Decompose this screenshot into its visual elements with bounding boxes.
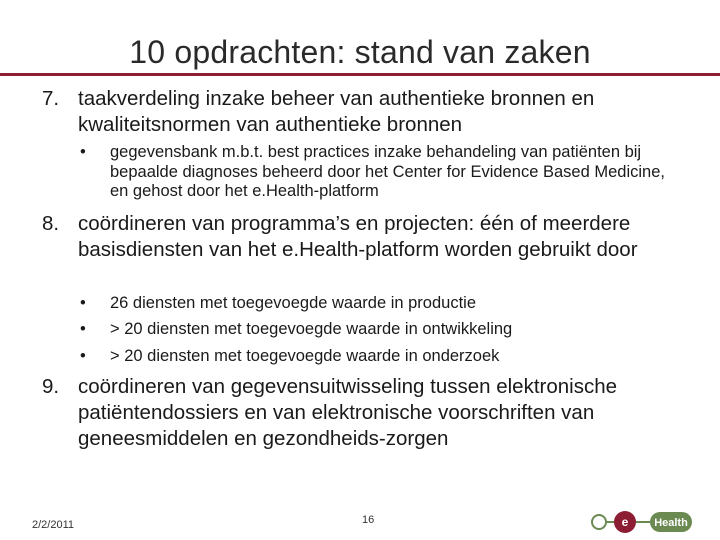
- title-underline: [0, 73, 720, 76]
- sub-bullet-text: > 20 diensten met toegevoegde waarde in ontwikkeling: [110, 320, 513, 338]
- item-number: 7.: [42, 87, 60, 110]
- sub-bullet-text: > 20 diensten met toegevoegde waarde in onderzoek: [110, 347, 500, 365]
- bullet-icon: •: [80, 347, 86, 365]
- sub-bullet-text: gegevensbank m.b.t. best practices inzake behandeling van patiënten bij bepaalde diagnoses beheerd door het Center for Evidence Based Medicine, en gehost door het e.Health-platform: [110, 143, 665, 200]
- logo-letter: e: [621, 515, 629, 529]
- bullet-icon: •: [80, 320, 86, 338]
- sub-bullet-text: 26 diensten met toegevoegde waarde in productie: [110, 294, 477, 312]
- bullet-icon: •: [80, 143, 86, 161]
- item-text: coördineren van gegevensuitwisseling tussen elektronische patiëntendossiers en van elektronische voorschriften van geneesmiddelen en gezondheids-zorgen: [78, 375, 618, 450]
- item-number: 8.: [42, 212, 60, 235]
- ehealth-logo: [590, 508, 694, 536]
- bullet-icon: •: [80, 294, 86, 312]
- logo-word: Health: [654, 517, 688, 529]
- slide-title: 10 opdrachten: stand van zaken: [129, 34, 591, 70]
- logo-ring-icon: [592, 515, 606, 529]
- page-number: 16: [362, 514, 375, 526]
- footer-date: 2/2/2011: [32, 519, 75, 531]
- item-text: taakverdeling inzake beheer van authentieke bronnen en kwaliteitsnormen van authentieke bronnen: [78, 87, 595, 136]
- item-number: 9.: [42, 375, 60, 398]
- item-text: coördineren van programma’s en projecten: één of meerdere basisdiensten van het e.Health-platform worden gebruikt door: [78, 212, 638, 261]
